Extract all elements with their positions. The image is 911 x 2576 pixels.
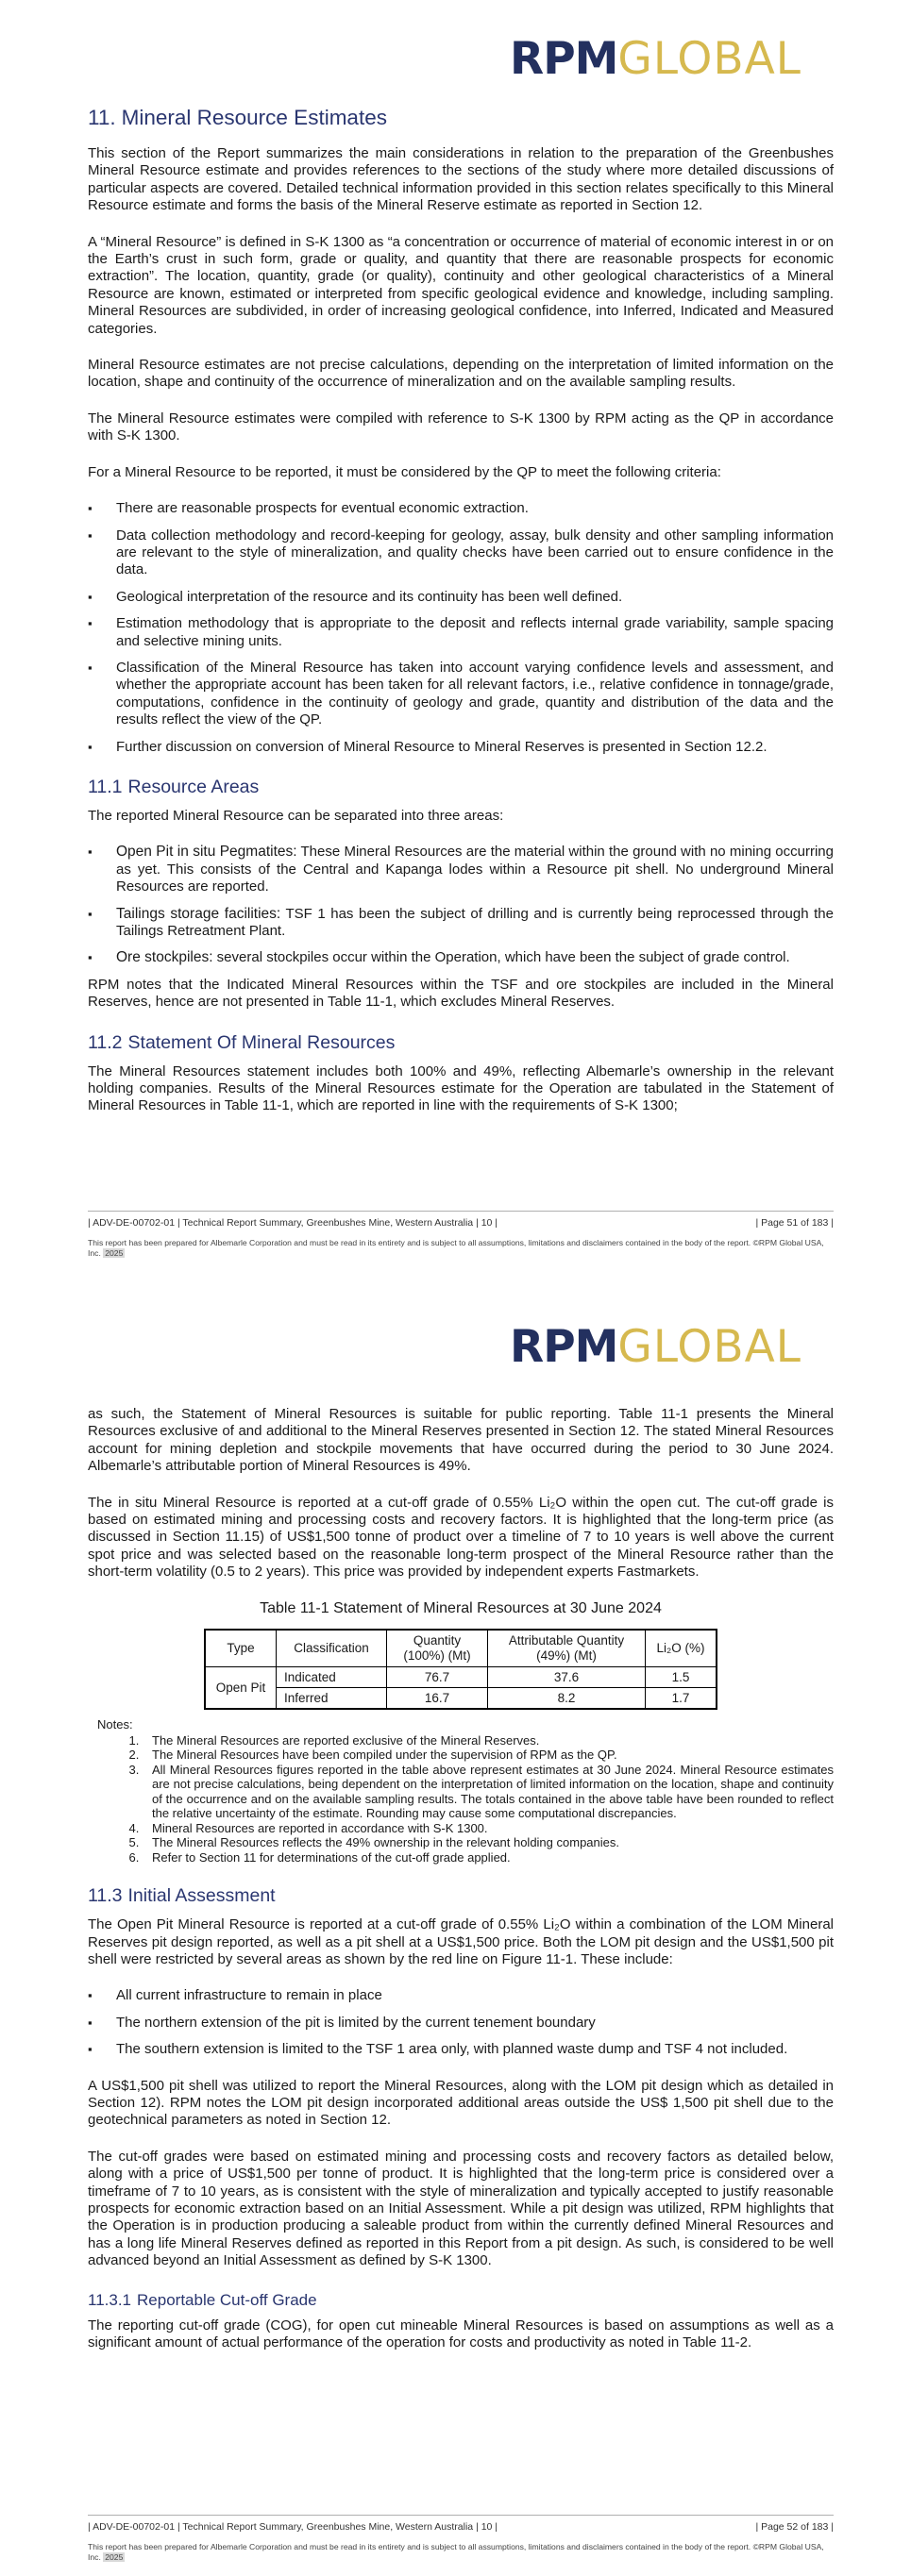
notes-title: Notes:: [97, 1716, 133, 1731]
area-text: several stockpiles occur within the Operation, which have been the subject of grade control.: [212, 949, 790, 966]
paragraph: RPM notes that the Indicated Mineral Resources within the TSF and ore stockpiles are included in the Mineral Reserves, hence are not presented in Table 11-1, which excludes Mineral Reserves.: [88, 976, 834, 1011]
page-51-footer: [88, 1211, 834, 1259]
footer-page-number: | Page 52 of 183 |: [755, 2521, 834, 2533]
disclaimer-text: This report has been prepared for Albemarle Corporation and must be read in its entirety and is subject to all assumptions, limitations and disclaimers contained in the body of the report. ©RPM Global USA, Inc.: [88, 1238, 824, 1258]
table-header: Classification: [277, 1630, 387, 1667]
note-item: 2. The Mineral Resources have been compiled under the supervision of RPM as the QP.: [143, 1748, 834, 1763]
section-title: Reportable Cut-off Grade: [137, 2290, 317, 2309]
paragraph: The reported Mineral Resource can be separated into three areas:: [88, 807, 504, 824]
copyright-year: 2025: [105, 2552, 124, 2562]
section-title: Initial Assessment: [127, 1885, 276, 1907]
copyright-year: 2025: [105, 1248, 124, 1258]
rpm-global-logo: [510, 33, 801, 85]
quantity-cell: 76.7: [387, 1666, 488, 1687]
grade-cell: 1.5: [646, 1666, 717, 1687]
list-item: ▪ There are reasonable prospects for eventual economic extraction.: [88, 500, 834, 517]
note-item: 5. The Mineral Resources reflects the 49% ownership in the relevant holding companies.: [143, 1835, 834, 1850]
mineral-resources-table: [204, 1629, 717, 1710]
note-item: 6. Refer to Section 11 for determinations of the cut-off grade applied.: [143, 1850, 834, 1865]
table-notes: [88, 1733, 834, 1865]
paragraph: A “Mineral Resource” is defined in S-K 1300 as “a concentration or occurrence of material of economic interest in or on the Earth’s crust in such form, grade or quality, and quantity that there are reasonable prospects for economic extraction”. The location, quantity, grade (or quality), continuity and other geological characteristics of a Mineral Resource are known, estimated or interpreted from specific geological evidence and knowledge, including sampling. Mineral Resources are subdivided, in order of increasing geological confidence, into Inferred, Indicated and Measured categories.: [88, 233, 834, 337]
area-lead: Open Pit in situ Pegmatites:: [116, 844, 297, 861]
table-row: [205, 1687, 717, 1709]
section-11-1-heading: [88, 777, 834, 798]
paragraph: This section of the Report summarizes the main considerations in relation to the preparation of the Greenbushes Mineral Resource estimate and provides references to the sections of the study where more detailed discussions of particular aspects are covered. Detailed technical information provided in this section relates specifically to this Mineral Resource estimate and forms the basis of the Mineral Reserve estimate as reported in Section 12.: [88, 145, 834, 214]
footer-divider: [88, 1211, 834, 1212]
section-title: Statement Of Mineral Resources: [127, 1031, 396, 1053]
section-number: 11.2: [88, 1031, 123, 1053]
paragraph: The Mineral Resources statement includes both 100% and 49%, reflecting Albemarle’s ownership in the relevant holding companies. Results of the Mineral Resources estimate for the Operation are tabulated in the Statement of Mineral Resources in Table 11-1, which are reported in line with the requirements of S-K 1300;: [88, 1062, 834, 1114]
table-header: Attributable Quantity (49%) (Mt): [488, 1630, 646, 1667]
section-11-heading: [88, 106, 834, 130]
table-header: Quantity (100%) (Mt): [387, 1630, 488, 1667]
paragraph: For a Mineral Resource to be reported, it must be considered by the QP to meet the following criteria:: [88, 463, 721, 480]
section-number: 11.1: [88, 776, 123, 797]
note-item: 4. Mineral Resources are reported in accordance with S-K 1300.: [143, 1821, 834, 1836]
quantity-cell: 16.7: [387, 1687, 488, 1709]
paragraph: The cut-off grades were based on estimated mining and processing costs and recovery factors as detailed below, along with a price of US$1,500 per tonne of product. It is highlighted that the long-term price is considered over a timeframe of 7 to 10 years, as is consistent with the style of mineralization and typically accepted to justify reasonable prospects for economic extraction based on an Initial Assessment. While a pit design was utilized, RPM highlights that the Operation is in production producing a saleable product from within the currently defined Mineral Resources and has a long life Mineral Reserves defined as reported in this Report from a pit design. As such, is considered to be well advanced beyond an Initial Assessment as defined by S-K 1300.: [88, 2148, 834, 2269]
attributable-quantity-cell: 8.2: [488, 1687, 646, 1709]
section-number: 11.: [88, 106, 116, 129]
page-52-content: [88, 1406, 834, 2370]
list-item: [88, 844, 834, 895]
list-item: ▪ Data collection methodology and record-keeping for geology, assay, bulk density and other sampling information are relevant to the style of mineralization, and quality checks have been carried out to ensure confidence in the data.: [88, 527, 834, 579]
page-51-content: [88, 102, 834, 1134]
section-title: Mineral Resource Estimates: [121, 106, 387, 129]
classification-cell: Indicated: [277, 1666, 387, 1687]
type-cell: Open Pit: [205, 1666, 277, 1709]
logo-rpm-text: RPM: [510, 1321, 618, 1373]
area-text: These Mineral Resources are the material within the ground with no mining occurring as yet. This consists of the Central and Kapanga lodes within a Resource pit shell. No underground Mineral Resources are reported.: [116, 844, 834, 895]
table-header-row: [205, 1630, 717, 1667]
area-text: TSF 1 has been the subject of drilling and is currently being reprocessed through the Tailings Retreatment Plant.: [116, 905, 834, 939]
paragraph: The Open Pit Mineral Resource is reported at a cut-off grade of 0.55% Li₂O within a combination of the LOM Mineral Reserves pit design reported, as well as a pit shell at a US$1,500 price. Both the LOM pit design and the US$1,500 pit shell were restricted by several areas as shown by the red line on Figure 11-1. These include:: [88, 1916, 834, 1967]
classification-cell: Inferred: [277, 1687, 387, 1709]
section-11-3-heading: [88, 1885, 834, 1907]
logo-global-text: GLOBAL: [617, 33, 801, 85]
list-item: ▪ Estimation methodology that is appropriate to the deposit and reflects internal grade variability, sample spacing and selective mining units.: [88, 615, 834, 650]
table-header: Li₂O (%): [646, 1630, 717, 1667]
list-item: ▪ The southern extension is limited to the TSF 1 area only, with planned waste dump and TSF 4 not included.: [88, 2041, 834, 2058]
disclaimer-text: This report has been prepared for Albemarle Corporation and must be read in its entirety and is subject to all assumptions, limitations and disclaimers contained in the body of the report. ©RPM Global USA, Inc.: [88, 2542, 824, 2562]
section-11-3-1-heading: [88, 2291, 834, 2310]
logo-global-text: GLOBAL: [617, 1321, 801, 1373]
rpm-global-logo: [510, 1321, 801, 1373]
paragraph: The Mineral Resource estimates were compiled with reference to S-K 1300 by RPM acting as the QP in accordance with S-K 1300.: [88, 410, 834, 444]
section-title: Resource Areas: [127, 776, 260, 797]
note-item: 1. The Mineral Resources are reported exclusive of the Mineral Reserves.: [143, 1733, 834, 1748]
table-row: [205, 1666, 717, 1687]
list-item: [88, 949, 834, 966]
footer-document-info: | ADV-DE-00702-01 | Technical Report Summary, Greenbushes Mine, Western Australia | 10 |: [88, 1217, 498, 1229]
resource-areas-list: [88, 844, 834, 966]
paragraph: A US$1,500 pit shell was utilized to report the Mineral Resources, along with the LOM pit design which as detailed in Section 12). RPM notes the LOM pit design incorporated additional areas outside the US$ 1,500 pit shell due to the geotechnical parameters as noted in Section 12.: [88, 2077, 834, 2129]
attributable-quantity-cell: 37.6: [488, 1666, 646, 1687]
note-item: 3. All Mineral Resources figures reported in the table above represent estimates at 30 June 2024. Mineral Resource estimates are not precise calculations, being dependent on the interpretation of limited information on the location, shape and continuity of the occurrence and on the available sampling results. The totals contained in the above table have been rounded to reflect the relative uncertainty of the estimate. Rounding may cause some computational discrepancies.: [143, 1763, 834, 1821]
list-item: ▪ The northern extension of the pit is limited by the current tenement boundary: [88, 2015, 834, 2032]
footer-divider: [88, 2515, 834, 2516]
footer-page-number: | Page 51 of 183 |: [755, 1217, 834, 1229]
restrictions-list: [88, 1987, 834, 2058]
table-caption: Table 11-1 Statement of Mineral Resources at 30 June 2024: [260, 1599, 662, 1616]
page-52-footer: [88, 2515, 834, 2563]
list-item: ▪ Geological interpretation of the resource and its continuity has been well defined.: [88, 589, 834, 606]
list-item: ▪ Classification of the Mineral Resource has taken into account varying confidence levels and assessment, and whether the appropriate account has been taken for all relevant factors, i.e., relative confidence in tonnage/grade, computations, confidence in the continuity of geology and grade, quantity and distribution of the data and the results reflect the view of the QP.: [88, 660, 834, 729]
area-lead: Tailings storage facilities:: [116, 905, 281, 922]
footer-disclaimer: [88, 1238, 834, 1259]
paragraph: The in situ Mineral Resource is reported at a cut-off grade of 0.55% Li₂O within the open cut. The cut-off grade is based on estimated mining and processing costs and recovery factors. It is highlighted that the long-term price (as discussed in Section 11.15) of US$1,500 tonne of product over a timeline of 7 to 10 years is well above the current spot price and was selected based on the reasonable long-term prospect of the Mineral Resource rather than the short-term volatility (0.5 to 2 years). This price was provided by independent experts Fastmarkets.: [88, 1494, 834, 1581]
paragraph: as such, the Statement of Mineral Resources is suitable for public reporting. Table 11-1 presents the Mineral Resources exclusive of and additional to the Mineral Reserves presented in Section 12. The stated Mineral Resources account for mining depletion and stockpile movements that have occurred during the period to 30 June 2024. Albemarle’s attributable portion of Mineral Resources is 49%.: [88, 1406, 834, 1475]
page-52: [0, 1288, 911, 2576]
section-number: 11.3.1: [88, 2290, 132, 2309]
list-item: ▪ All current infrastructure to remain in place: [88, 1987, 834, 2004]
footer-disclaimer: [88, 2542, 834, 2563]
footer-document-info: | ADV-DE-00702-01 | Technical Report Summary, Greenbushes Mine, Western Australia | 10 |: [88, 2521, 498, 2533]
list-item: [88, 906, 834, 941]
criteria-list: [88, 500, 834, 756]
paragraph: The reporting cut-off grade (COG), for open cut mineable Mineral Resources is based on assumptions as well as a significant amount of actual performance of the operation for costs and productivity as noted in Table 11-2.: [88, 2317, 834, 2351]
section-11-2-heading: [88, 1032, 834, 1054]
section-number: 11.3: [88, 1885, 123, 1907]
logo-rpm-text: RPM: [510, 33, 618, 85]
paragraph: Mineral Resource estimates are not precise calculations, depending on the interpretation of limited information on the location, shape and continuity of the occurrence of mineralization and on the available sampling results.: [88, 357, 834, 391]
grade-cell: 1.7: [646, 1687, 717, 1709]
table-header: Type: [205, 1630, 277, 1667]
area-lead: Ore stockpiles:: [116, 949, 213, 966]
list-item: ▪ Further discussion on conversion of Mineral Resource to Mineral Reserves is presented in Section 12.2.: [88, 739, 834, 756]
